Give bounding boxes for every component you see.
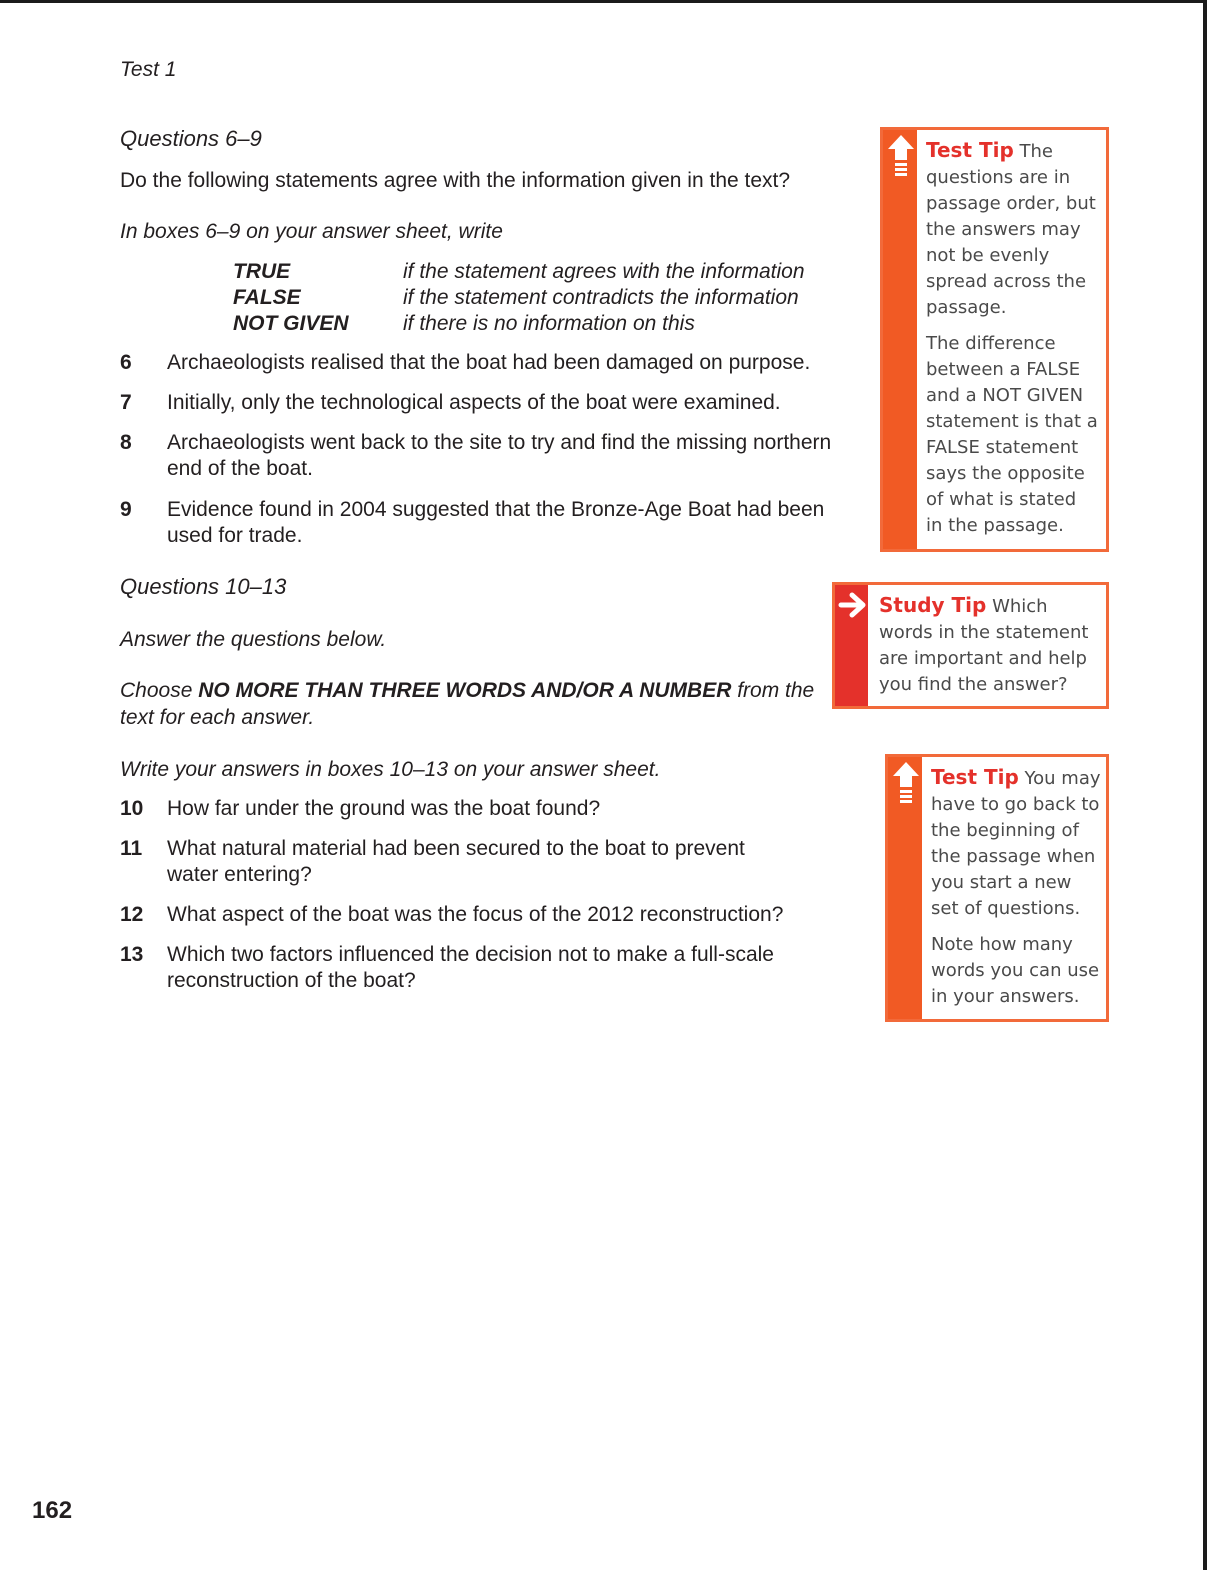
tip-bar (883, 130, 917, 549)
question-number: 10 (120, 797, 144, 820)
up-arrow-icon (887, 134, 915, 184)
key-term: FALSE (233, 286, 301, 309)
section1-sub-instruction: In boxes 6–9 on your answer sheet, write (120, 220, 503, 243)
key-term: TRUE (233, 260, 291, 283)
tip-title: Study Tip (879, 593, 987, 617)
section2-instruction: Answer the questions below. (120, 628, 387, 651)
key-definition: if the statement contradicts the information (403, 286, 799, 309)
key-definition: if there is no information on this (403, 312, 695, 335)
key-term: NOT GIVEN (233, 312, 349, 335)
tip-text: You may have to go back to the beginning of the passage when you start a new set of questions. (931, 768, 1101, 919)
top-rule (0, 0, 1207, 3)
section1-instruction: Do the following statements agree with the information given in the text? (120, 169, 791, 192)
question-item (120, 836, 800, 888)
test-tip-box (880, 127, 1109, 552)
question-item (120, 942, 820, 994)
question-item (120, 350, 865, 376)
choose-text: Choose (120, 679, 199, 702)
section2-choose-instruction (120, 677, 820, 731)
question-text: Which two factors influenced the decision not to make a full-scale reconstruction of the boat? (167, 943, 774, 992)
question-text: Archaeologists realised that the boat had been damaged on purpose. (167, 351, 811, 374)
question-item (120, 390, 865, 416)
tip-text: Which words in the statement are important and help you find the answer? (879, 596, 1089, 695)
choose-emphasis: NO MORE THAN THREE WORDS AND/OR A NUMBER (198, 679, 732, 702)
question-item (120, 902, 865, 928)
choose-text: from the text for each answer. (120, 679, 815, 729)
question-text: What natural material had been secured to the boat to prevent water entering? (167, 837, 745, 886)
question-number: 11 (120, 837, 143, 860)
question-item (120, 497, 865, 549)
page-edge (1203, 0, 1207, 1570)
question-number: 7 (120, 391, 132, 414)
question-number: 12 (120, 903, 144, 926)
question-text: Initially, only the technological aspects of the boat were examined. (167, 391, 781, 414)
tip-text: The questions are in passage order, but the answers may not be evenly spread across the passage. (926, 141, 1096, 318)
tip-text: Note how many words you can use in your answers. (931, 934, 1100, 1007)
page-number: 162 (32, 1497, 73, 1524)
answer-key (233, 259, 833, 339)
section2-heading: Questions 10–13 (120, 574, 287, 599)
question-item (120, 430, 865, 482)
question-number: 9 (120, 498, 132, 521)
question-text: How far under the ground was the boat found? (167, 797, 601, 820)
tip-content (879, 592, 1101, 708)
section1-heading: Questions 6–9 (120, 126, 262, 151)
running-head: Test 1 (120, 58, 177, 81)
tip-content (926, 137, 1098, 549)
up-arrow-icon (892, 761, 920, 811)
tip-text: The difference between a FALSE and a NOT GIVEN statement is that a FALSE statement says the opposite of what is stated in the passage. (926, 333, 1098, 536)
question-number: 6 (120, 351, 132, 374)
tip-content (931, 764, 1101, 1020)
question-number: 8 (120, 431, 132, 454)
test-tip-box (885, 754, 1109, 1022)
study-tip-box (832, 582, 1109, 709)
right-arrow-icon (837, 589, 869, 621)
question-text: Evidence found in 2004 suggested that the Bronze-Age Boat had been used for trade. (167, 498, 825, 547)
question-text: Archaeologists went back to the site to try and find the missing northern end of the boat. (167, 431, 832, 480)
key-definition: if the statement agrees with the information (403, 260, 805, 283)
question-item (120, 796, 865, 822)
question-text: What aspect of the boat was the focus of the 2012 reconstruction? (167, 903, 784, 926)
question-number: 13 (120, 943, 144, 966)
tip-title: Test Tip (931, 765, 1019, 789)
tip-title: Test Tip (926, 138, 1014, 162)
section2-write-instruction: Write your answers in boxes 10–13 on your answer sheet. (120, 758, 661, 781)
